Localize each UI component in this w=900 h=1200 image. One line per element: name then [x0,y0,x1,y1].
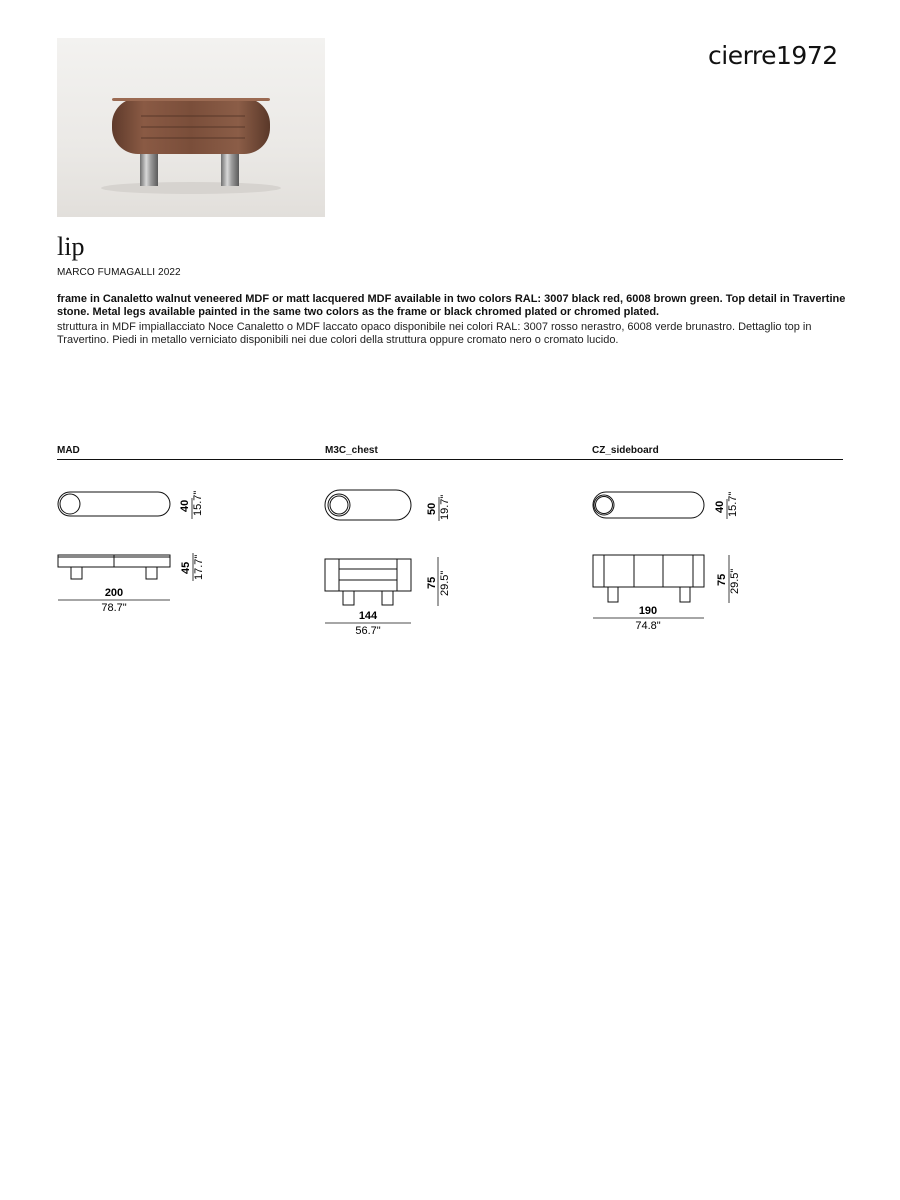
width-in-cz-sideboard: 74.8" [635,620,661,632]
designer-credit: MARCO FUMAGALLI 2022 [57,267,181,278]
product-title: lip [57,232,85,261]
technical-drawing-mad [55,485,225,615]
technical-drawing-m3c-chest [322,485,492,640]
height-in-m3c-chest: 29.5" [439,570,451,596]
top-view-mad [58,492,170,516]
depth-cm-m3c-chest: 50 [426,502,438,515]
width-cm-m3c-chest: 144 [358,610,378,622]
technical-drawing-cz-sideboard [590,485,760,635]
product-photo [57,38,325,217]
height-in-mad: 17.7" [193,554,205,580]
front-view-mad [58,555,170,579]
height-cm-mad: 45 [180,561,192,574]
width-in-m3c-chest: 56.7" [355,625,381,637]
height-cm-m3c-chest: 75 [426,576,438,589]
description-english: frame in Canaletto walnut veneered MDF or matt lacquered MDF available in two colors RAL: 3007 black red, 6008 brown green. Top detail in Travertine stone. Metal legs available painted in the same two colors as the frame or black chromed plated or chromed plated. [57,293,846,318]
depth-cm-cz-sideboard: 40 [714,500,726,513]
brand-logo [706,36,846,76]
front-view-cz-sideboard [593,555,704,602]
svg-text:cierre1972: cierre1972 [708,41,838,70]
height-in-cz-sideboard: 29.5" [729,568,741,594]
front-view-m3c-chest [325,559,411,605]
depth-in-mad: 15.7" [192,490,204,516]
top-view-cz-sideboard [593,492,704,518]
width-cm-cz-sideboard: 190 [638,605,658,617]
depth-in-m3c-chest: 19.7" [439,494,451,520]
model-label-mad: MAD [57,445,80,456]
width-in-mad: 78.7" [101,602,127,614]
description-italian: struttura in MDF impiallacciato Noce Canaletto o MDF laccato opaco disponibile nei colori RAL: 3007 rosso nerastro, 6008 verde brunastro. Dettaglio top in Travertino. Piedi in metallo verniciato disponibili nei due colori della struttura oppure cromato nero o cromato lucido. [57,321,812,346]
width-cm-mad: 200 [104,587,124,599]
depth-in-cz-sideboard: 15.7" [727,491,739,517]
model-label-cz-sideboard: CZ_sideboard [592,445,659,456]
depth-cm-mad: 40 [179,499,191,512]
model-label-m3c-chest: M3C_chest [325,445,378,456]
height-cm-cz-sideboard: 75 [716,573,728,586]
top-view-m3c-chest [325,490,411,520]
section-divider [57,459,843,460]
